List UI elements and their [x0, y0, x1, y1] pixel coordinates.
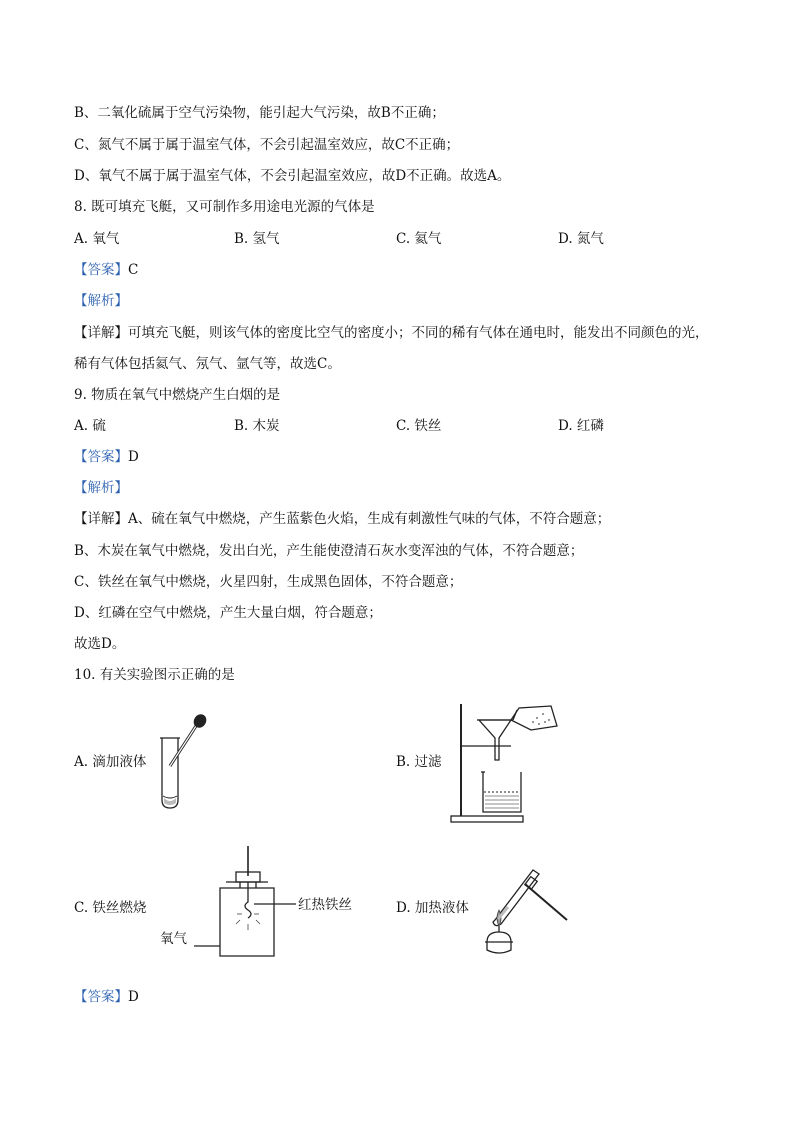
- q10-answer-tag: 【答案】: [74, 989, 128, 1005]
- q9-stem: 9. 物质在氧气中燃烧产生白烟的是: [74, 387, 281, 403]
- q8-option-b: B. 氢气: [234, 231, 280, 247]
- q10-answer-value: D: [128, 989, 139, 1005]
- q9-analysis-tag: 【解析】: [74, 480, 128, 496]
- q8-stem: 8. 既可填充飞艇，又可制作多用途电光源的气体是: [74, 199, 375, 215]
- q9-detail-line-1: [74, 509, 610, 529]
- q8-option-d: D. 氮气: [558, 231, 604, 247]
- filtration-figure: [445, 700, 570, 825]
- q9-detail-line-4: D、红磷在空气中燃烧，产生大量白烟，符合题意；: [74, 605, 382, 621]
- q10-stem: 10. 有关实验图示正确的是: [74, 667, 235, 683]
- prev-line-c: C、氮气不属于属于温室气体，不会引起温室效应，故C不正确；: [74, 137, 460, 153]
- q8-option-c: C. 氦气: [396, 231, 442, 247]
- q10-option-c: C. 铁丝燃烧: [74, 900, 147, 916]
- heating-liquid-figure: [475, 862, 575, 962]
- q8-detail-line-2: 稀有气体包括氦气、氖气、氩气等，故选C。: [74, 356, 341, 372]
- q9-option-c: C. 铁丝: [396, 418, 442, 434]
- q9-detail-tag: 【详解】: [74, 511, 128, 527]
- q8-options: [74, 229, 714, 249]
- q10-answer: [74, 987, 139, 1007]
- q8-answer-value: C: [128, 262, 139, 278]
- q9-detail-line-3: C、铁丝在氧气中燃烧，火星四射，生成黑色固体，不符合题意；: [74, 574, 463, 590]
- iron-wire-bottle-figure: [156, 842, 371, 962]
- oxygen-label: 氧气: [160, 931, 187, 946]
- q9-option-b: B. 木炭: [234, 418, 280, 434]
- q8-answer: [74, 260, 138, 280]
- q8-analysis: [74, 291, 128, 311]
- q10-option-d: D. 加热液体: [396, 900, 469, 916]
- q8-answer-tag: 【答案】: [74, 262, 128, 278]
- prev-line-b: B、二氧化硫属于空气污染物，能引起大气污染，故B不正确；: [74, 105, 445, 121]
- q8-analysis-tag: 【解析】: [74, 293, 128, 309]
- q8-option-a: A. 氧气: [74, 231, 120, 247]
- q9-answer: [74, 447, 139, 467]
- q8-detail-line-1: [74, 323, 709, 343]
- q9-option-a: A. 硫: [74, 418, 106, 434]
- q9-detail-text-1: A、硫在氧气中燃烧，产生蓝紫色火焰，生成有刺激性气味的气体，不符合题意；: [128, 511, 611, 527]
- q9-answer-value: D: [128, 449, 139, 465]
- hot-iron-wire-label: 红热铁丝: [298, 897, 352, 912]
- dropper-test-tube-figure: [150, 708, 220, 813]
- q10-option-b: B. 过滤: [396, 754, 442, 770]
- q9-analysis: [74, 478, 128, 498]
- q9-detail-line-2: B、木炭在氧气中燃烧，发出白光，产生能使澄清石灰水变浑浊的气体，不符合题意；: [74, 543, 584, 559]
- q9-options: [74, 416, 714, 436]
- q10-option-a: A. 滴加液体: [74, 754, 147, 770]
- q8-detail-tag: 【详解】: [74, 325, 128, 341]
- q9-detail-line-5: 故选D。: [74, 636, 126, 652]
- q9-answer-tag: 【答案】: [74, 449, 128, 465]
- prev-line-d: D、氧气不属于属于温室气体，不会引起温室效应，故D不正确。故选A。: [74, 168, 511, 184]
- q9-option-d: D. 红磷: [558, 418, 604, 434]
- q8-detail-text-1: 可填充飞艇，则该气体的密度比空气的密度小；不同的稀有气体在通电时，能发出不同颜色的光，: [128, 325, 709, 341]
